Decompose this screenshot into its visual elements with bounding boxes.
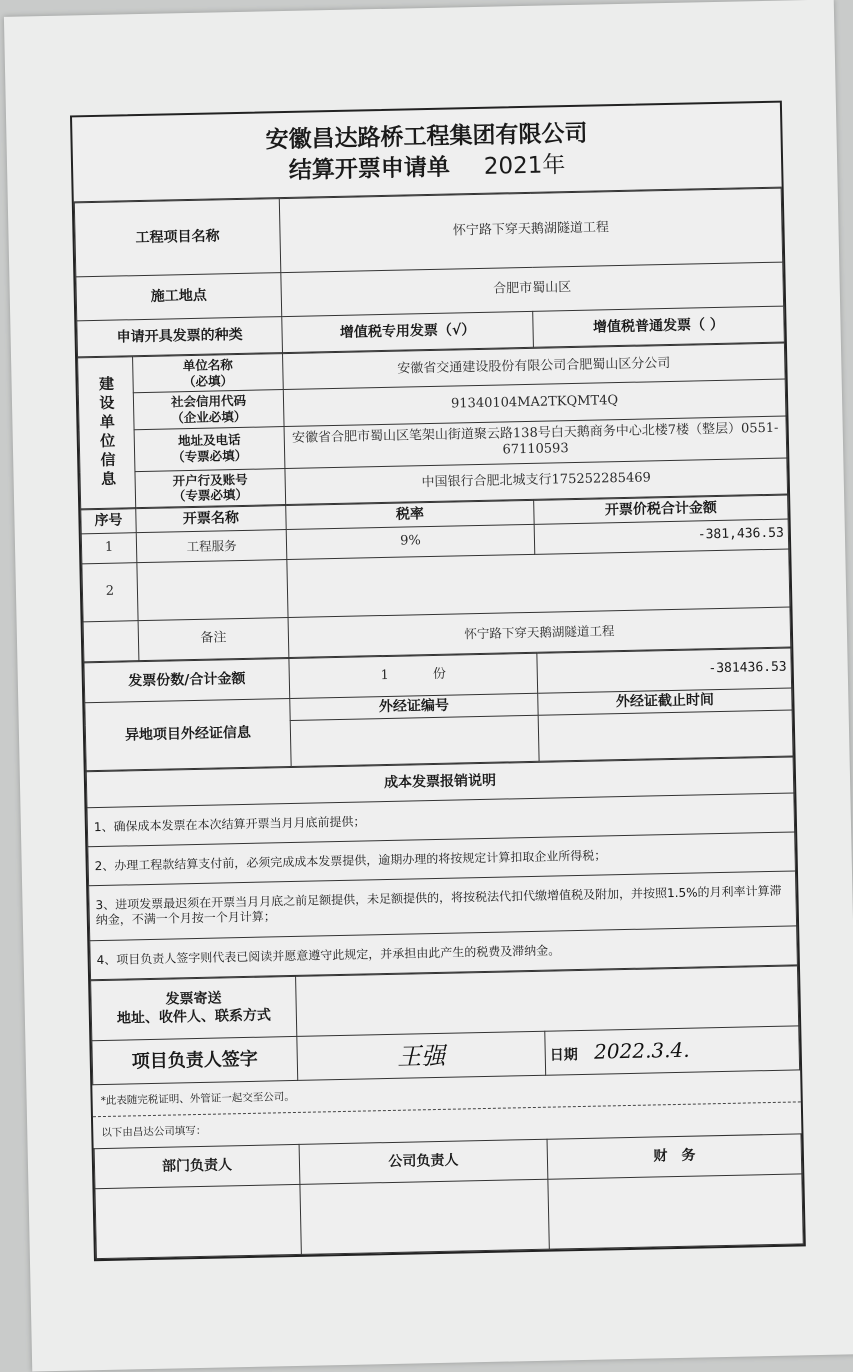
signature: 王强 — [297, 1032, 546, 1081]
unit-name-value: 安徽省交通建设股份有限公司合肥蜀山区分公司 — [283, 343, 786, 390]
bank-label: 开户行及账号 （专票必填） — [135, 468, 286, 507]
finance-sign[interactable] — [548, 1174, 803, 1249]
copies-value: 1 — [380, 668, 390, 684]
company-head-sign[interactable] — [300, 1180, 549, 1255]
summary-label: 发票份数/合计金额 — [84, 658, 290, 702]
settlement-invoice-form — [70, 101, 806, 1262]
mailing-label-line1: 发票寄送 — [165, 990, 222, 1009]
row-tax: 9% — [286, 524, 535, 559]
mailing-label-line2: 地址、收件人、联系方式 — [116, 1007, 272, 1027]
project-table — [74, 188, 785, 358]
cert-no-label: 外经证编号 — [290, 693, 538, 721]
remark-blank — [83, 621, 139, 662]
credit-code-label: 社会信用代码 （企业必填） — [133, 390, 284, 429]
mailing-value — [296, 966, 799, 1036]
col-total: 开票价税合计金额 — [534, 495, 788, 524]
form-header — [72, 103, 782, 203]
date-value: 2022.3.4. — [593, 1038, 690, 1065]
row-no: 1 — [81, 533, 137, 564]
builder-section-label: 建设单位信息 — [78, 357, 136, 509]
form-year: 2021年 — [483, 152, 566, 180]
invoice-type-special[interactable]: 增值税专用发票（√） — [282, 311, 534, 352]
items-table — [80, 494, 791, 662]
cost-notes-title: 成本发票报销说明 — [86, 757, 794, 808]
bank-value: 中国银行合肥北城支行175252285469 — [285, 458, 788, 505]
approval-table — [94, 1134, 804, 1260]
cert-deadline-label: 外经证截止时间 — [538, 688, 792, 716]
finance-label: 财 务 — [547, 1134, 802, 1179]
cost-notes-table — [86, 757, 798, 981]
summary-total: -381436.53 — [537, 648, 792, 693]
location-value: 合肥市蜀山区 — [281, 262, 784, 317]
date-label: 日期 — [549, 1047, 578, 1064]
cost-note-line: 2、办理工程款结算支付前，必须完成成本发票提供，逾期办理的将按规定计算扣取企业所得税； — [88, 832, 796, 886]
row-no: 2 — [82, 563, 138, 622]
company-head-label: 公司负责人 — [299, 1140, 548, 1185]
dept-head-sign[interactable] — [95, 1185, 301, 1259]
row-name — [137, 559, 288, 620]
builder-info-table — [77, 343, 788, 510]
col-tax: 税率 — [286, 500, 534, 529]
remark-value: 怀宁路下穿天鹅湖隧道工程 — [288, 607, 791, 658]
row-name: 工程服务 — [136, 529, 287, 562]
location-label: 施工地点 — [76, 273, 282, 321]
signer-label: 项目负责人签字 — [92, 1037, 298, 1085]
unit-name-label: 单位名称 （必填） — [133, 354, 284, 393]
invoice-type-normal[interactable]: 增值税普通发票（ ） — [533, 306, 785, 347]
row-empty — [287, 549, 790, 618]
form-title: 结算开票申请单 — [288, 154, 451, 184]
remark-label: 备注 — [138, 617, 289, 660]
cert-no-value — [290, 716, 539, 767]
project-name-value: 怀宁路下穿天鹅湖隧道工程 — [279, 188, 782, 272]
credit-code-value: 91340104MA2TKQMT4Q — [283, 379, 786, 426]
address-label: 地址及电话 （专票必填） — [134, 426, 285, 471]
invoice-type-label: 申请开具发票的种类 — [77, 317, 283, 357]
row-total: -381,436.53 — [534, 519, 789, 554]
col-name: 开票名称 — [136, 505, 286, 532]
mailing-label — [91, 977, 297, 1041]
cost-note-line: 1、确保成本发票在本次结算开票当月月底前提供； — [87, 793, 795, 847]
paper-sheet — [4, 0, 853, 1372]
mailing-sign-table — [90, 966, 800, 1086]
cost-note-line: 4、项目负责人签字则代表已阅读并愿意遵守此规定，并承担由此产生的税费及滞纳金。 — [90, 926, 798, 980]
offsite-label: 异地项目外经证信息 — [85, 698, 291, 771]
footer-note: *此表随完税证明、外管证一起交至公司。 — [100, 1091, 295, 1108]
copies-unit: 份 — [432, 666, 447, 683]
cert-deadline-value — [538, 710, 793, 761]
company-fill-label: 以下由昌达公司填写： — [101, 1125, 207, 1140]
summary-table — [83, 647, 793, 771]
address-value: 安徽省合肥市蜀山区笔架山街道聚云路138号白天鹅商务中心北楼7楼（整层）0551-67110593 — [284, 416, 787, 469]
dept-head-label: 部门负责人 — [94, 1145, 300, 1189]
col-no: 序号 — [81, 509, 136, 534]
project-name-label: 工程项目名称 — [74, 199, 281, 277]
company-name: 安徽昌达路桥工程集团有限公司 — [265, 120, 588, 154]
cost-note-line: 3、进项发票最迟须在开票当月月底之前足额提供，未足额提供的，将按税法代扣代缴增值税及附加，并按照1.5%的月利率计算滞纳金，不满一个月按一个月计算； — [89, 871, 797, 941]
